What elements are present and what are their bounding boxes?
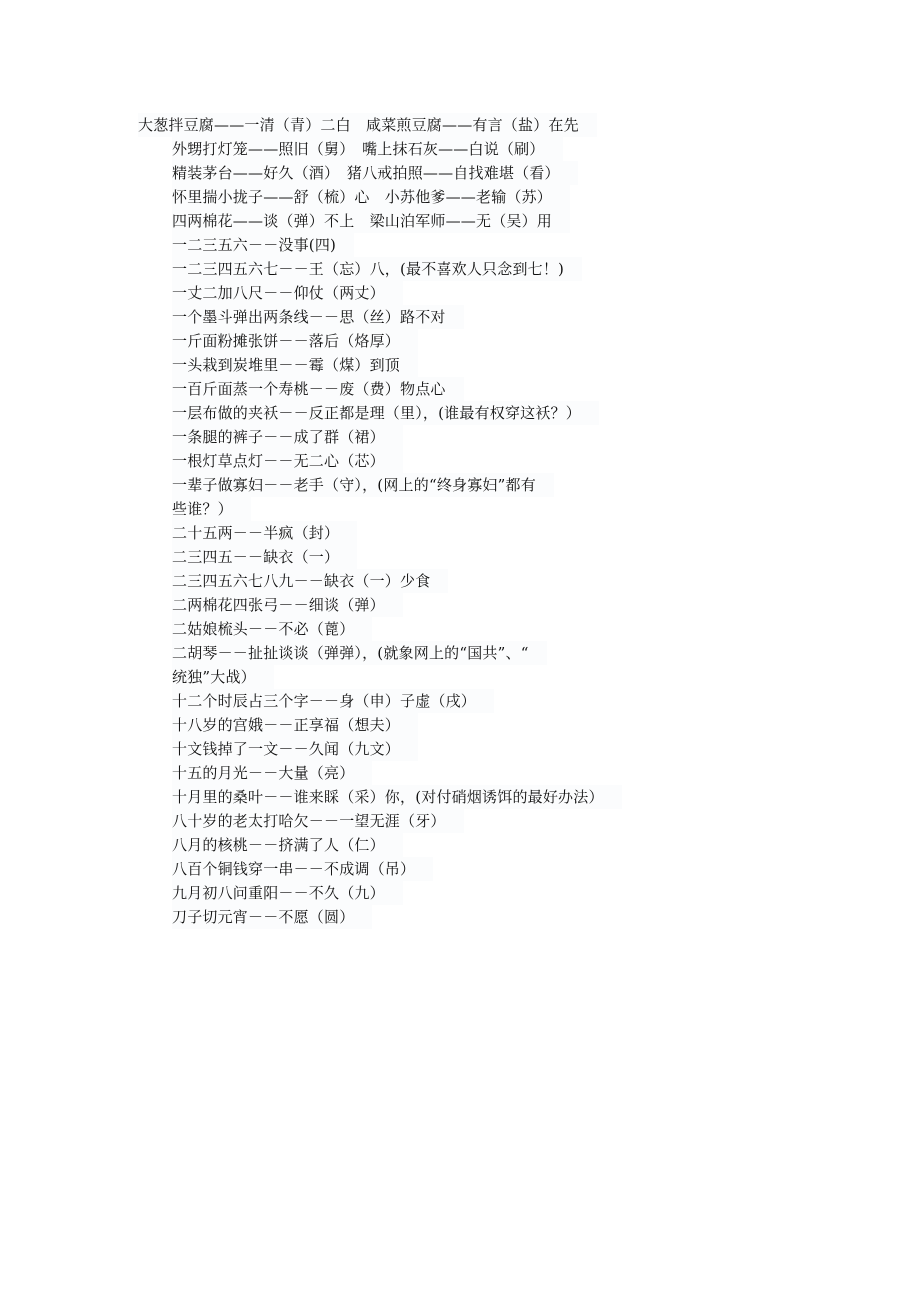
text-line xyxy=(138,593,758,617)
text-line xyxy=(138,257,758,281)
text-line-content: 八月的核桃－－挤满了人（仁） xyxy=(172,833,403,857)
text-line-content: 一斤面粉摊张饼－－落后（烙厚） xyxy=(172,329,418,353)
text-line-content: 十二个时辰占三个字－－身（申）子虚（戌） xyxy=(172,689,494,713)
text-line xyxy=(138,353,758,377)
text-line xyxy=(138,137,758,161)
text-line-content: 外甥打灯笼——照旧（舅） 嘴上抹石灰——白说（刷） xyxy=(172,137,563,161)
text-body xyxy=(138,113,758,929)
text-line xyxy=(138,185,758,209)
text-line-content: 八十岁的老太打哈欠－－一望无涯（牙） xyxy=(172,809,464,833)
text-line xyxy=(138,377,758,401)
text-line-content: 怀里揣小拢子——舒（梳）心 小苏他爹——老输（苏） xyxy=(172,185,570,209)
text-line xyxy=(138,401,758,425)
text-line xyxy=(138,665,758,689)
text-line-content: 四两棉花——谈（弹）不上 梁山泊军师——无（吴）用 xyxy=(172,209,570,233)
text-line-content: 二姑娘梳头－－不必（蓖） xyxy=(172,617,372,641)
text-line xyxy=(138,881,758,905)
text-line xyxy=(138,329,758,353)
text-line-content: 二十五两－－半疯（封） xyxy=(172,521,357,545)
text-line-content: 一条腿的裤子－－成了群（裙） xyxy=(172,425,403,449)
text-line xyxy=(138,809,758,833)
text-line xyxy=(138,233,758,257)
text-line xyxy=(138,281,758,305)
text-line xyxy=(138,641,758,665)
text-line xyxy=(138,473,758,497)
text-line-content: 一层布做的夹袄－－反正都是理（里），(谁最有权穿这袄？） xyxy=(172,401,599,425)
text-line xyxy=(138,833,758,857)
text-line-content: 十文钱掉了一文－－久闻（九文） xyxy=(172,737,418,761)
text-line-content: 一头栽到炭堆里－－霉（煤）到顶 xyxy=(172,353,418,377)
text-line xyxy=(138,449,758,473)
text-line xyxy=(138,521,758,545)
text-line xyxy=(138,161,758,185)
text-line xyxy=(138,905,758,929)
text-line-content: 十月里的桑叶－－谁来睬（采）你，(对付硝烟诱饵的最好办法） xyxy=(172,785,622,809)
text-line xyxy=(138,857,758,881)
text-line xyxy=(138,545,758,569)
text-line xyxy=(138,689,758,713)
text-line-content: 一百斤面蒸一个寿桃－－废（费）物点心 xyxy=(172,377,464,401)
text-line-content: 二两棉花四张弓－－细谈（弹） xyxy=(172,593,403,617)
text-line-content: 统独”大战） xyxy=(172,665,274,689)
text-line-content: 刀子切元宵－－不愿（圆） xyxy=(172,905,372,929)
text-line-content: 大葱拌豆腐——一清（青）二白 咸菜煎豆腐——有言（盐）在先 xyxy=(138,113,597,137)
text-line xyxy=(138,761,758,785)
text-line xyxy=(138,617,758,641)
text-line-content: 精装茅台——好久（酒） 猪八戒拍照——自找难堪（看） xyxy=(172,161,578,185)
text-line xyxy=(138,785,758,809)
text-line-content: 一二三四五六七－－王（忘）八，(最不喜欢人只念到七！) xyxy=(172,257,582,281)
text-line xyxy=(138,305,758,329)
text-line xyxy=(138,425,758,449)
text-line-content: 一辈子做寡妇－－老手（守），(网上的“终身寡妇”都有 xyxy=(172,473,554,497)
text-line-content: 些谁？） xyxy=(172,497,251,521)
text-line-content: 一个墨斗弹出两条线－－思（丝）路不对 xyxy=(172,305,464,329)
text-line-content: 十五的月光－－大量（亮） xyxy=(172,761,372,785)
text-line xyxy=(138,737,758,761)
text-line-content: 二三四五六七八九－－缺衣（一）少食 xyxy=(172,569,448,593)
text-line-content: 九月初八问重阳－－不久（九） xyxy=(172,881,403,905)
text-line xyxy=(138,209,758,233)
text-line xyxy=(138,113,758,137)
text-line-content: 一丈二加八尺－－仰仗（两丈） xyxy=(172,281,403,305)
text-line-content: 八百个铜钱穿一串－－不成调（吊） xyxy=(172,857,433,881)
text-line-content: 一二三五六－－没事(四) xyxy=(172,233,354,257)
text-line-content: 二三四五－－缺衣（一） xyxy=(172,545,357,569)
text-line-content: 十八岁的宫娥－－正享福（想夫） xyxy=(172,713,418,737)
text-line xyxy=(138,497,758,521)
text-line xyxy=(138,569,758,593)
text-line xyxy=(138,713,758,737)
text-line-content: 一根灯草点灯－－无二心（芯） xyxy=(172,449,403,473)
text-line-content: 二胡琴－－扯扯谈谈（弹弹），(就象网上的“国共”、“ xyxy=(172,641,547,665)
